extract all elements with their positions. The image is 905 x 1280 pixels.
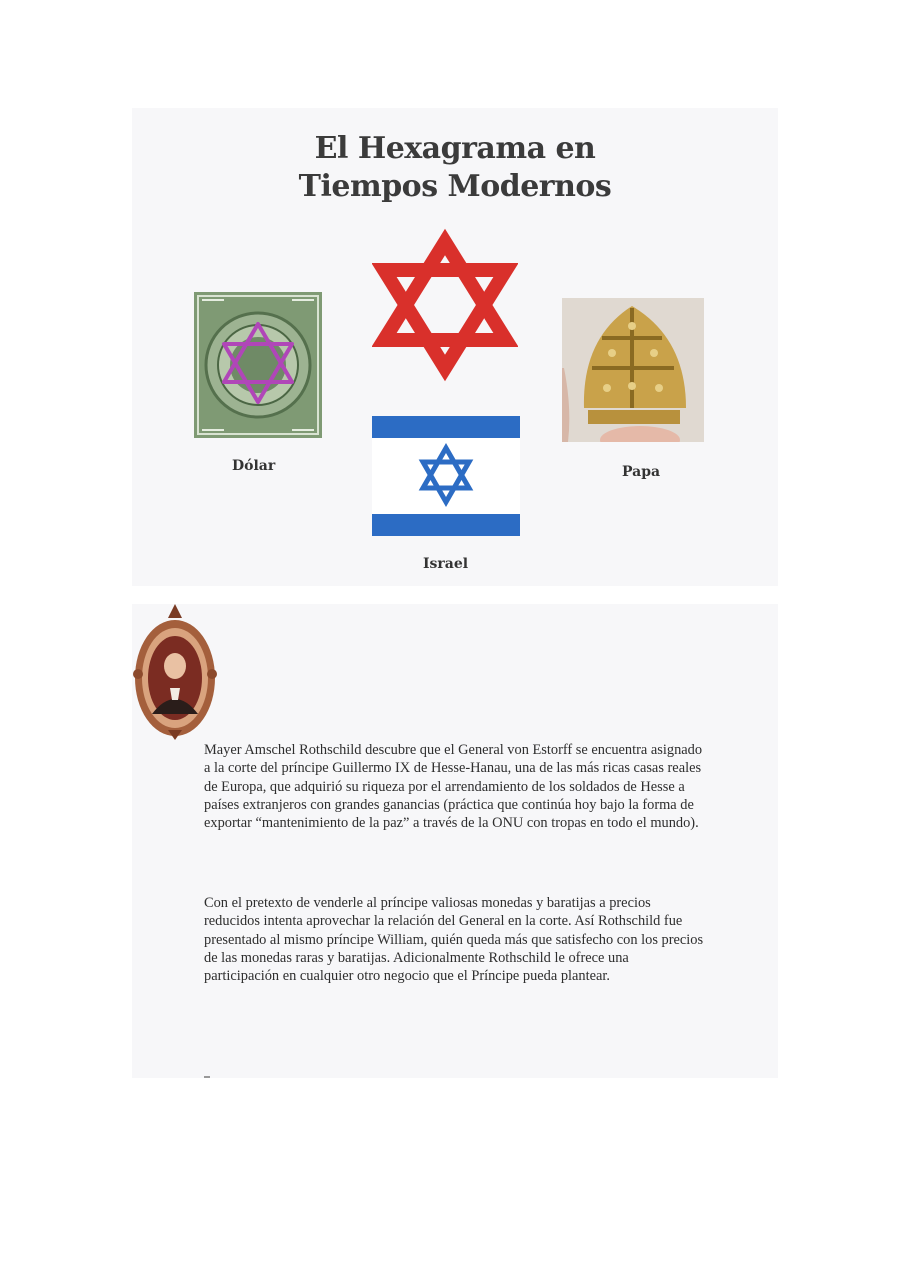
slide-rothschild [132,604,778,1078]
paragraph-2: Con el pretexto de venderle al príncipe valiosas monedas y baratijas a precios reducidos intenta aprovechar la relación del General en la corte. Así Rothschild fue presentado al mismo príncipe William, quién queda más que satisfecho con los precios de las monedas raras y baratijas. Adicionalmente Rothschild le ofrece una participación en cualquier otro negocio que el Príncipe pueda plantear. [204,895,704,985]
red-hexagram-icon [372,228,518,382]
slide-title [132,130,778,206]
papa-mitre-image [562,298,704,442]
caption-papa: Papa [622,464,661,480]
dollar-seal-image [194,292,322,438]
caption-israel: Israel [423,556,469,572]
slide-hexagram [132,108,778,586]
title-line-1: El Hexagrama en [314,131,596,166]
paragraph-1: Mayer Amschel Rothschild descubre que el General von Estorff se encuentra asignado a la corte del príncipe Guillermo IX de Hesse-Hanau, una de las más ricas casas reales de Europa, que adquirió su riqueza por el arrendamiento de los soldados de Hesse a países extranjeros con grandes ganancias (práctica que continúa hoy bajo la forma de exportar “mantenimiento de la paz” a través de la ONU con tropas en todo el mundo). [204,742,703,832]
rothschild-portrait-image [132,604,218,740]
stray-mark [204,1076,210,1078]
title-line-2: Tiempos Modernos [298,169,612,204]
israel-flag-image [372,416,520,536]
caption-dolar: Dólar [232,458,276,474]
